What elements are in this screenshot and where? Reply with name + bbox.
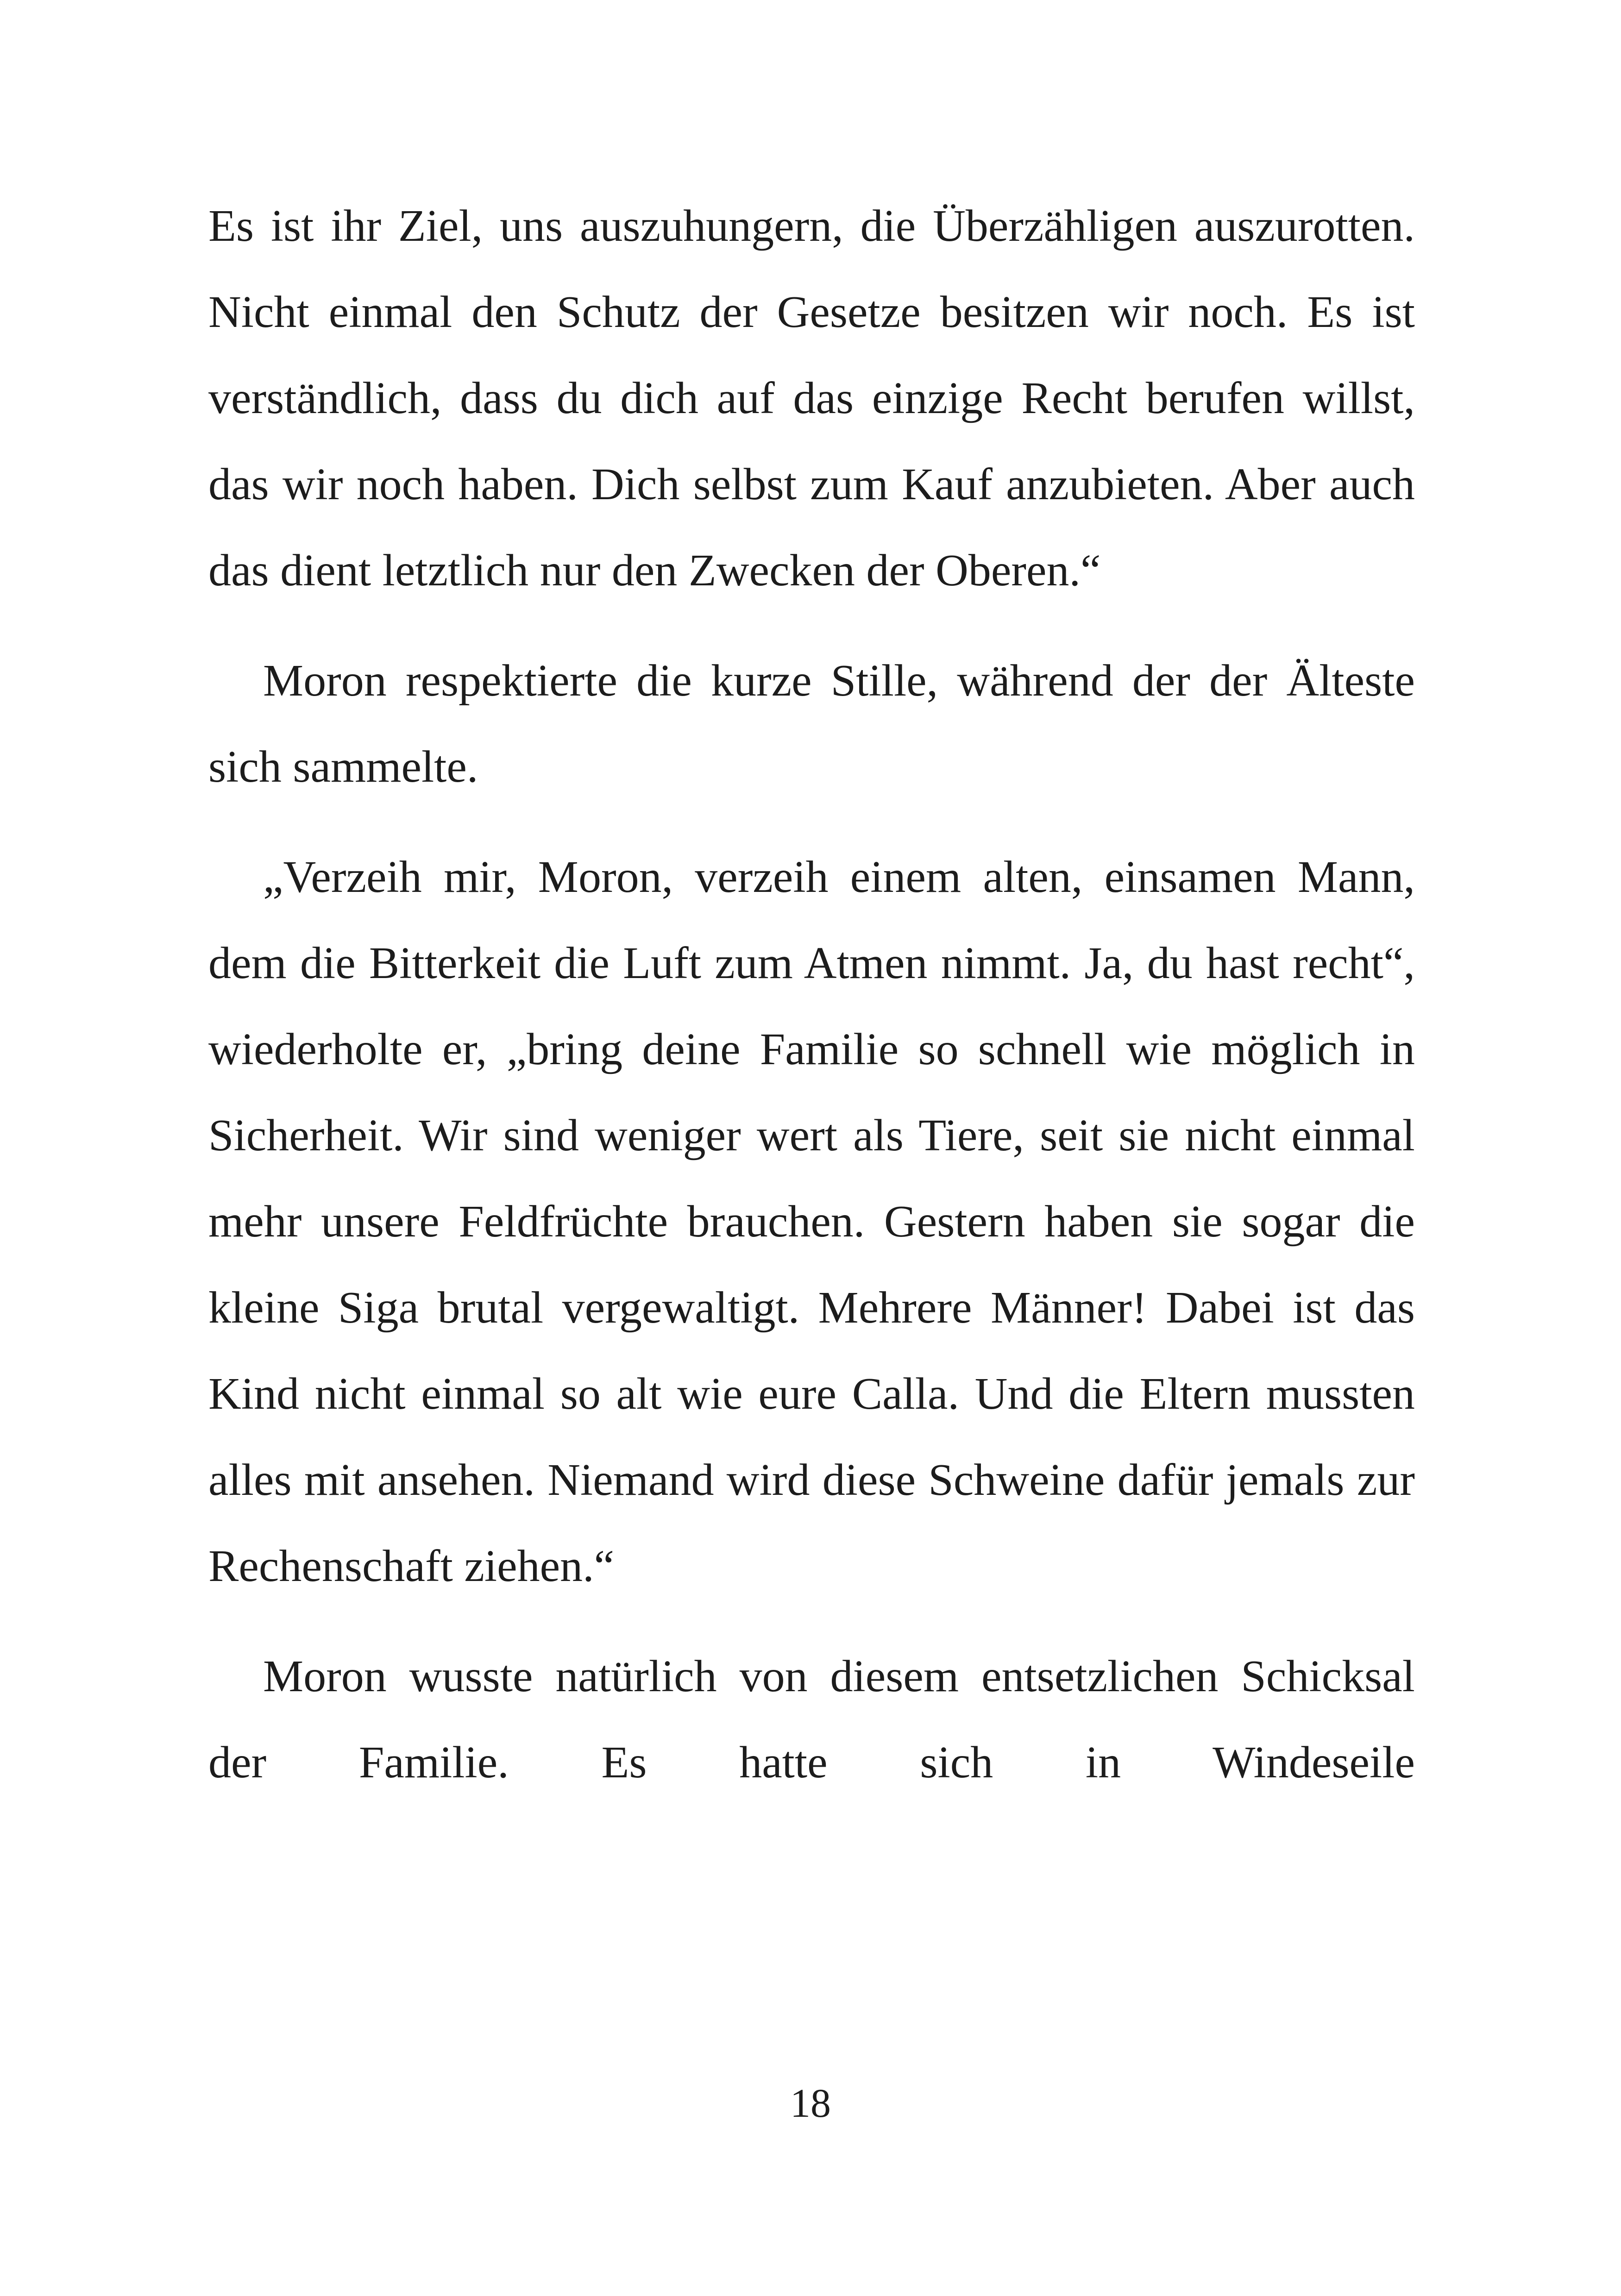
paragraph: Moron respektierte die kurze Stille, während der der Älteste sich sammelte. bbox=[208, 656, 1415, 792]
page-number: 18 bbox=[790, 2081, 831, 2126]
paragraph: Es ist ihr Ziel, uns auszuhungern, die Überzähligen auszurotten. Nicht einmal den Schutz der Gesetze besitzen wir noch. Es ist verständlich, dass du dich auf das einzige Recht berufen willst, das wir noch haben. Dich selbst zum Kauf anzubieten. Aber auch das dient letztlich nur den Zwecken der Oberen.“ bbox=[208, 201, 1415, 596]
paragraph: Moron wusste natürlich von diesem entsetzlichen Schicksal der Familie. Es hatte sich in Windeseile bbox=[208, 1651, 1415, 1788]
body-text bbox=[208, 183, 1415, 1806]
paragraph: „Verzeih mir, Moron, verzeih einem alten, einsamen Mann, dem die Bitterkeit die Luft zum Atmen nimmt. Ja, du hast recht“, wiederholte er, „bring deine Familie so schnell wie möglich in Sicherheit. Wir sind weniger wert als Tiere, seit sie nicht einmal mehr unsere Feldfrüchte brauchen. Gestern haben sie sogar die kleine Siga brutal vergewaltigt. Mehrere Männer! Dabei ist das Kind nicht einmal so alt wie eure Calla. Und die Eltern mussten alles mit ansehen. Niemand wird diese Schweine dafür jemals zur Rechenschaft ziehen.“ bbox=[208, 852, 1415, 1591]
